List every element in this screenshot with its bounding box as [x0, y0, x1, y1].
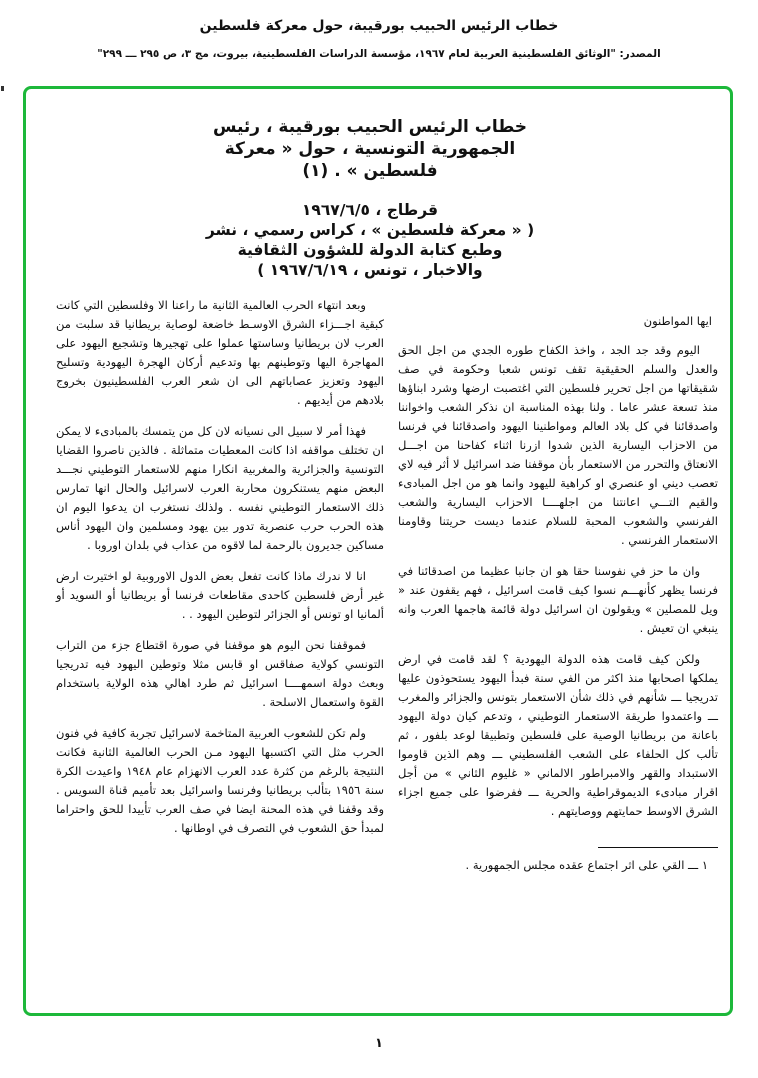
dateline-line: ( « معركة فلسطين » ، كراس رسمي ، نشر: [205, 221, 535, 239]
heading-line: خطاب الرئيس الحبيب بورقيبة ، رئيس: [212, 117, 528, 137]
paragraph: اليوم وقد جد الجد ، واخذ الكفاح طوره الجدي من اجل الحق والعدل والسلم الحقيقية تقف تونس شعبا وحكومة في صف شقيقاتها من اجل تحرير فلسطين التي اغتصبت ارضها وشرد ابناؤها منذ تسعة عشر عاما . ولنا بهذه المناسبة ان نذكر الشعب واخواننا واصدقائنا في كل بلاد العالم ومواطنينا اليهود واصدقائنا في فرنسا من الاحزاب اليسارية الذين شدوا ازرنا اثناء كفاحنا من اجـــل الانعتاق والتحرر من الاستعمار بأن موقفنا ضد اسرائيل لا أثر فيه لاي تعصب ديني او عنصري او كراهية لليهود وانما هو من اجل المبادىء والقيم التـــي اعانتنا من اجلهــــا الاحزاب اليسارية والشعب الفرنسي والشعوب المحبة للسلام عندما ديست حريتنا وقاومنا الاستعمار الفرنسي .: [398, 343, 718, 547]
footnote-rule: [598, 847, 718, 848]
greeting: ايها المواطنون: [643, 314, 712, 328]
paragraph: ولم تكن للشعوب العربية المتاخمة لاسرائيل تجربة كافية في فنون الحرب مثل التي اكتسبها اليهود مـن الحرب العالمية الثانية فكانت النتيجة بالرغم من كثرة عدد العرب الانهزام عام ١٩٤٨ واعيدت الكرة سنة ١٩٥٦ بتألب بريطانيا وفرنسا واسرائيل بعد تأميم قناة السويس . وقد وقفنا في هذه المحنة ايضا في صف العرب تأييدا للحق واحتراما لمبدأ حق الشعوب في التصرف في اوطانها .: [56, 726, 384, 835]
paragraph: وان ما حز في نفوسنا حقا هو ان جانبا عظيما من اصدقائنا في فرنسا يظهر كأنهـــم نسوا كيف قامت اسرائيل ، فهم يقفون عند « ويل للمصلين » ويقولون ان اسرائيل دولة قائمة هاجمها العرب وانه ينبغي ان تعيش .: [398, 564, 718, 635]
dateline-line: قرطاج ، ١٩٦٧/٦/٥: [301, 201, 439, 219]
dateline-line: وطبع كتابة الدولة للشؤون الثقافية: [237, 241, 503, 259]
paragraph: فهذا أمر لا سبيل الى نسيانه لان كل من يتمسك بالمبادىء لا يمكن ان تختلف مواقفه اذا كانت المعطيات متماثلة . فالذين ناصروا القضايا التونسية والجزائرية والمغربية انكارا منهم للاستعمار التوطيني نجـــد البعض منهم يستنكرون محاربة العرب لاسرائيل والحال انها تمارس ذلك الاستعمار التوطيني نفسه . ولذلك نستغرب ان يدعوا اليوم ان هذه الحرب حرب عنصرية تدور بين يهود ومسلمين وان اليهود أناس مساكين جديرون بالرحمة لما لاقوه من عذاب في بلدان اوروبا .: [56, 424, 384, 552]
left-column: [56, 296, 384, 850]
document-dateline: [200, 200, 540, 280]
source-citation: المصدر: "الوثائق الفلسطينية العربية لعام ١٩٦٧، مؤسسة الدراسات الفلسطينية، بيروت، مج ٣، ص ٢٩٥ ـــ ٢٩٩": [97, 48, 661, 60]
footnote: ١ ـــ القي على اثر اجتماع عقده مجلس الجمهورية .: [465, 858, 708, 872]
heading-line: الجمهورية التونسية ، حول « معركة: [224, 139, 516, 159]
page-title: خطاب الرئيس الحبيب بورقيبة، حول معركة فلسطين: [199, 18, 559, 34]
dateline-line: والاخبار ، تونس ، ١٩٦٧/٦/١٩ ): [257, 261, 483, 279]
paragraph: انا لا ندرك ماذا كانت تفعل بعض الدول الاوروبية لو اختيرت ارض غير أرض فلسطين كاحدى مقاطعات فرنسا أو بريطانيا أو السويد أو ألمانيا او تونس أو الجزائر لتوطين اليهود . .: [56, 569, 384, 621]
paragraph: فموقفنا نحن اليوم هو موقفنا في صورة اقتطاع جزء من التراب التونسي كولاية صفاقس او قابس مثلا وتوطين اليهود فيه تدريجيا وبعث دولة اسمهــــا اسرائيل ثم طرد اهالي هذه الولاية باستخدام القوة واستعمال الاسلحة .: [56, 638, 384, 709]
right-column: [398, 312, 718, 875]
edge-mark: [1, 86, 4, 91]
heading-line: فلسطين » . (١): [302, 161, 438, 181]
paragraph: ولكن كيف قامت هذه الدولة اليهودية ؟ لقد قامت في ارض يملكها اصحابها منذ اكثر من الفي سنة فبدأ اليهود يستحوذون عليها تدريجيا ـــ شأنهم في ذلك شأن الاستعمار بتونس والجزائر والمغرب ـــ واعتمدوا طريقة الاستعمار التوطيني ، وتدعم كيان دولة اليهود باعانة من بريطانيا الوصية على فلسطين وتطبيقا لوعد بلفور ، ثم تألب كل الحلفاء على الشعب الفلسطيني ـــ وهم الذين قاوموا الاستبداد والقهر والامبراطور الالماني « غليوم الثاني » من أجل اقرار مبادىء الديموقراطية والحرية ـــ ففرضوا على جميع اجزاء الشرق الاوسط حمايتهم ووصايتهم .: [398, 652, 718, 818]
paragraph: وبعد انتهاء الحرب العالمية الثانية ما راعنا الا وفلسطين التي كانت كبقية اجـــزاء الشرق الاوسـط خاضعة لوصاية بريطانيا قد سلبت من العرب لان بريطانيا وساستها عملوا على تهجيرها وتشجيع اليهود على المهاجرة اليها وتوطينهم بها وتدعيم أركان الهجرة اليهودية وتسليح اليهود وتعزيز عصاباتهم الى ان شعر العرب الفلسطينيون بخروج بلادهم من أيديهم .: [56, 298, 384, 407]
document-heading: [200, 116, 540, 182]
page-number: ١: [375, 1036, 383, 1051]
